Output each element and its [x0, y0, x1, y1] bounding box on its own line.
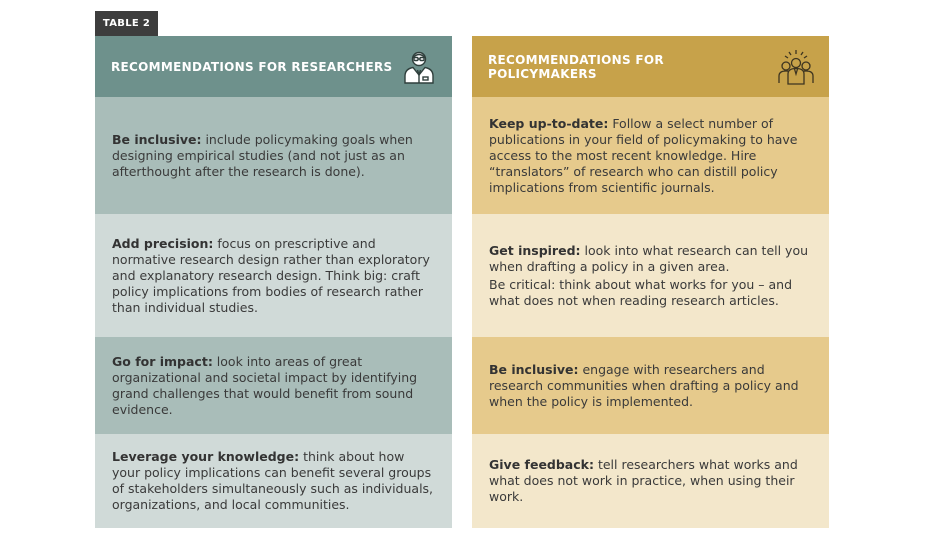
- researchers-column: [95, 36, 452, 528]
- researchers-header: [95, 36, 452, 97]
- researcher-row-2-text: focus on prescriptive and normative research design rather than exploratory and explanatory research design. Think big: craft policy implications from bodies of research rather than individual studies.: [112, 235, 430, 315]
- table-label: TABLE 2: [95, 11, 158, 36]
- researcher-row-2-title: Add precision:: [112, 235, 214, 251]
- policymaker-row-1: [472, 97, 829, 214]
- policymakers-group-icon: [777, 48, 815, 86]
- researcher-row-4-title: Leverage your knowledge:: [112, 449, 300, 464]
- policymaker-row-2-extra: Be critical: think about what works for you – and what does not when reading research articles.: [489, 276, 793, 308]
- researcher-row-1: [95, 97, 452, 214]
- policymaker-row-1-title: Keep up-to-date:: [489, 115, 609, 131]
- policymakers-header: [472, 36, 829, 97]
- policymaker-row-3-text: engage with researchers and research communities when drafting a policy and when the policy is implemented.: [489, 361, 799, 409]
- policymaker-row-4: [472, 434, 829, 528]
- researcher-row-1-text: include policymaking goals when designing empirical studies (and not just as an afterthought after the research is done).: [112, 131, 413, 179]
- researcher-row-4: [95, 434, 452, 528]
- policymaker-row-3: [472, 337, 829, 434]
- policymaker-row-1-text: Follow a select number of publications in your field of policymaking to have access to the most recent knowledge. Hire “translators” of research who can distill policy implications from scientific journals.: [489, 115, 798, 195]
- researcher-person-icon: [400, 48, 438, 86]
- researcher-row-1-title: Be inclusive:: [112, 131, 202, 147]
- researcher-row-3-text: look into areas of great organizational and societal impact by identifying grand challenges that would benefit from sound evidence.: [112, 353, 418, 417]
- researcher-row-3: [95, 337, 452, 434]
- researcher-row-2: [95, 214, 452, 337]
- policymakers-header-title: RECOMMENDATIONS FOR POLICYMAKERS: [488, 52, 664, 81]
- policymaker-row-2-text: look into what research can tell you when drafting a policy in a given area.: [489, 242, 809, 274]
- policymaker-row-2: [472, 214, 829, 337]
- policymakers-column: [472, 36, 829, 528]
- researcher-row-4-text: think about how your policy implications can benefit several groups of stakeholders simultaneously such as individuals, organizations, and local communities.: [112, 449, 434, 512]
- policymaker-row-4-text: tell researchers what works and what does not work in practice, when using their work.: [489, 457, 798, 504]
- researchers-header-title: RECOMMENDATIONS FOR RESEARCHERS: [111, 59, 393, 74]
- policymaker-row-3-title: Be inclusive:: [489, 361, 579, 377]
- researcher-row-3-title: Go for impact:: [112, 353, 213, 369]
- policymaker-row-4-title: Give feedback:: [489, 457, 594, 472]
- policymaker-row-2-title: Get inspired:: [489, 242, 581, 258]
